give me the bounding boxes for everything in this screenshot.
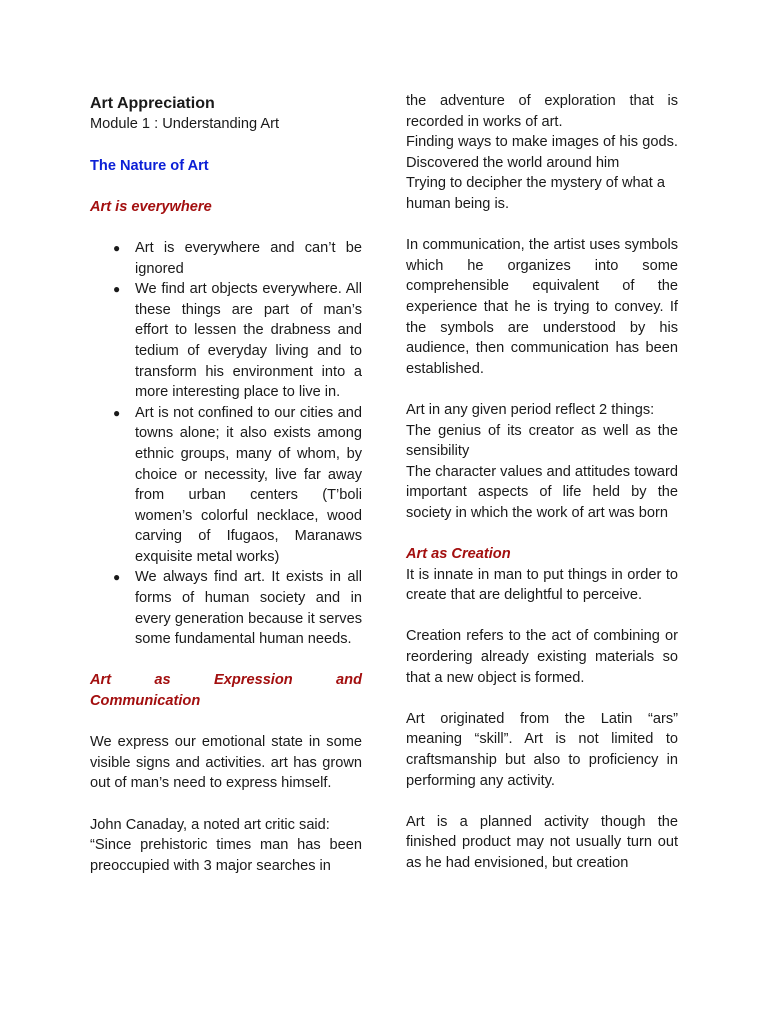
- document-title: Art Appreciation: [90, 95, 215, 112]
- subheading-art-is-everywhere: Art is everywhere: [90, 198, 212, 215]
- subheading-art-as-creation: Art as Creation: [406, 546, 511, 563]
- period-character: The character values and attitudes toward important aspects of life held by the society in which the work of art was born: [406, 463, 678, 521]
- paragraph-canaday-intro: John Canaday, a noted art critic said:: [90, 816, 330, 833]
- paragraph-communication: In communication, the artist uses symbols which he organizes into some comprehensible equivalent of the experience that he is trying to convey. If the symbols are understood by his audience, then communication has been established.: [406, 237, 678, 377]
- paragraph-innate: It is innate in man to put things in order to create that are delightful to perceive.: [406, 566, 678, 604]
- list-item: ● We always find art. It exists in all forms of human society and in every generation because it serves some fundamental human needs.: [113, 569, 362, 648]
- right-column: [406, 91, 678, 874]
- paragraph-adventure: the adventure of exploration that is recorded in works of art.: [406, 93, 678, 130]
- period-genius: The genius of its creator as well as the sensibility: [406, 422, 678, 460]
- list-item: ● We find art objects everywhere. All these things are part of man’s effort to lessen the drabness and tedium of everyday living and to transform his environment into a more interesting place to live in.: [113, 281, 362, 401]
- list-item: ● Art is everywhere and can’t be ignored: [113, 239, 362, 277]
- paragraph-express: We express our emotional state in some visible signs and activities. art has grown out of man’s need to express himself.: [90, 734, 362, 792]
- list-item: ● Art is not confined to our cities and towns alone; it also exists among ethnic groups, many of whom, by choice or necessity, live far away from urban centers (T’boli women’s colorful necklace, wood carving of Ifugaos, Maranaws exquisite metal works): [113, 404, 362, 565]
- bullet-icon: ●: [113, 282, 121, 297]
- subheading-expression-line1: Art as Expression and: [90, 672, 362, 689]
- bullet-icon: ●: [113, 570, 121, 585]
- period-intro: Art in any given period reflect 2 things:: [406, 401, 655, 418]
- bullet-icon: ●: [113, 405, 121, 420]
- paragraph-latin: Art originated from the Latin “ars” meaning “skill”. Art is not limited to craftsmanship but also to proficiency in performing any activity.: [406, 710, 678, 789]
- left-column: [90, 91, 362, 876]
- section-heading-nature-of-art: The Nature of Art: [90, 157, 209, 174]
- paragraph-creation: Creation refers to the act of combining or reordering already existing materials so that a new object is formed.: [406, 628, 678, 686]
- paragraph-canaday-quote: “Since prehistoric times man has been preoccupied with 3 major searches in: [90, 837, 362, 874]
- bullet-icon: ●: [113, 240, 121, 255]
- subheading-expression-line2: Communication: [90, 693, 201, 710]
- paragraph-planned: Art is a planned activity though the finished product may not usually turn out as he had envisioned, but creation: [406, 813, 678, 871]
- module-subtitle: Module 1 : Understanding Art: [90, 116, 280, 132]
- bullet-list: [90, 238, 362, 650]
- line-mystery: Trying to decipher the mystery of what a human being is.: [406, 175, 666, 212]
- line-gods: Finding ways to make images of his gods. Discovered the world around him: [406, 134, 678, 171]
